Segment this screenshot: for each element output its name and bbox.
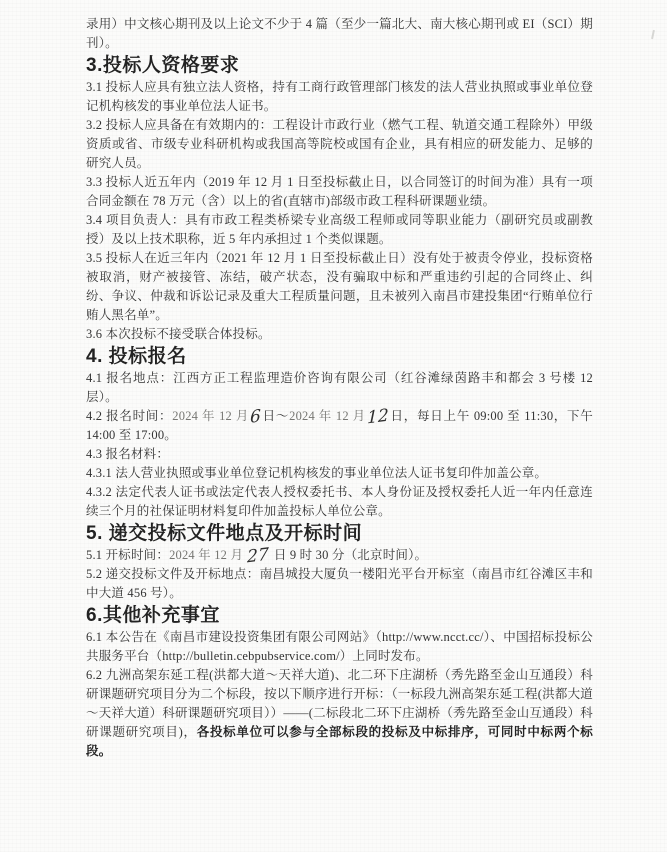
- para-4-3-1: 4.3.1 法人营业执照或事业单位登记机构核发的事业单位法人证书复印件加盖公章。: [86, 466, 548, 480]
- intro-paragraph: 录用）中文核心期刊及以上论文不少于 4 篇（至少一篇北大、南大核心期刊或 EI（SCI）期刊）。: [86, 17, 593, 50]
- para-5-1-prefix: 5.1 开标时间：: [86, 548, 170, 562]
- para-3-1: 3.1 投标人应具有独立法人资格，持有工商行政管理部门核发的法人营业执照或事业单位登记机构核发的事业单位法人证书。: [86, 80, 593, 113]
- para-6-2-bold: 各投标单位可以参与全部标段的投标及中标排序，可同时中标两个标段。: [86, 725, 593, 758]
- para-3-5: 3.5 投标人在近三年内（2021 年 12 月 1 日至投标截止日）没有处于被责令停业，投标资格被取消，财产被接管、冻结，破产状态，没有骗取中标和严重违约引起的合同终止、纠纷、争议、仲裁和诉讼记录及重大工程质量问题，且未被列入南昌市建投集团“行贿单位行贿人黑名单”。: [86, 251, 593, 322]
- section-5-body: [86, 546, 593, 603]
- para-4-2: [86, 407, 593, 445]
- para-3-4: 3.4 项目负责人：具有市政工程类桥梁专业高级工程师或同等职业能力（副研究员或副教授）及以上技术职称，近 5 年内承担过 1 个类似课题。: [86, 213, 593, 246]
- para-4-3-2: 4.3.2 法定代表人证书或法定代表人授权委托书、本人身份证及授权委托人近一年内任意连续三个月的社保证明材料复印件加盖投标人单位公章。: [86, 485, 593, 518]
- section-4-heading: 4. 投标报名: [86, 346, 187, 367]
- section-6-heading: 6.其他补充事宜: [86, 605, 220, 626]
- section-3-heading: 3.投标人资格要求: [86, 55, 240, 76]
- section-4-body: [86, 369, 593, 521]
- section-5-heading: 5. 递交投标文件地点及开标时间: [86, 523, 363, 544]
- para-6-2: [86, 666, 593, 761]
- para-4-2-printed-date-2: 2024 年 12 月: [289, 409, 366, 423]
- para-5-2: 5.2 递交投标文件及开标地点：南昌城投大厦负一楼阳光平台开标室（南昌市红谷滩区丰和中大道 456 号）。: [86, 567, 593, 600]
- para-5-1: [86, 544, 593, 568]
- para-6-2-normal: 6.2 九洲高架东延工程(洪都大道～天祥大道)、北二环下庄湖桥（秀先路至金山互通段）科研课题研究项目分为二个标段，按以下顺序进行开标：（一标段九洲高架东延工程(洪都大道～天祥大道）科研课题研究项目））——(二标段北二环下庄湖桥（秀先路至金山互通段）科研课题研究项目)，: [86, 668, 593, 739]
- section-3-body: [86, 78, 593, 344]
- para-4-2-prefix: 4.2 报名时间：: [86, 409, 173, 423]
- para-6-1: 6.1 本公告在《南昌市建设投资集团有限公司网站》（http://www.ncct.cc/）、中国招标投标公共服务平台（http://bulletin.cebpubservice.com/）上同时发布。: [86, 630, 593, 663]
- para-5-1-rest: 日 9 时 30 分（北京时间）。: [270, 548, 428, 562]
- para-4-2-printed-date-1: 2024 年 12 月: [172, 409, 250, 423]
- para-4-2-rest: 日，每日上午 09:00 至 11:30，下午 14:00 至 17:00。: [86, 409, 593, 442]
- scan-artifact-speck: [651, 30, 655, 39]
- para-4-3: 4.3 报名材料：: [86, 447, 170, 461]
- para-3-3: 3.3 投标人近五年内（2019 年 12 月 1 日至投标截止日，以合同签订的时间为准）具有一项合同金额在 78 万元（含）以上的省(直辖市)部级市政工程科研课题业绩。: [86, 175, 593, 208]
- handwritten-day-2: 12: [366, 405, 390, 429]
- para-3-6: 3.6 本次投标不接受联合体投标。: [86, 327, 271, 341]
- para-5-1-printed-date: 2024 年 12 月: [169, 548, 247, 562]
- handwritten-day-3: 27: [247, 544, 270, 568]
- section-6-body: [86, 628, 593, 761]
- para-4-2-separator: 日～: [262, 409, 290, 423]
- para-3-2: 3.2 投标人应具备在有效期内的：工程设计市政行业（燃气工程、轨道交通工程除外）甲级资质或省、市级专业科研机构或我国高等院校或国有企业，具有相应的研发能力、足够的研究人员。: [86, 118, 593, 170]
- para-4-1: 4.1 报名地点：江西方正工程监理造价咨询有限公司（红谷滩绿茵路丰和都会 3 号楼 12 层）。: [86, 371, 593, 404]
- handwritten-day-1: 6: [249, 406, 262, 428]
